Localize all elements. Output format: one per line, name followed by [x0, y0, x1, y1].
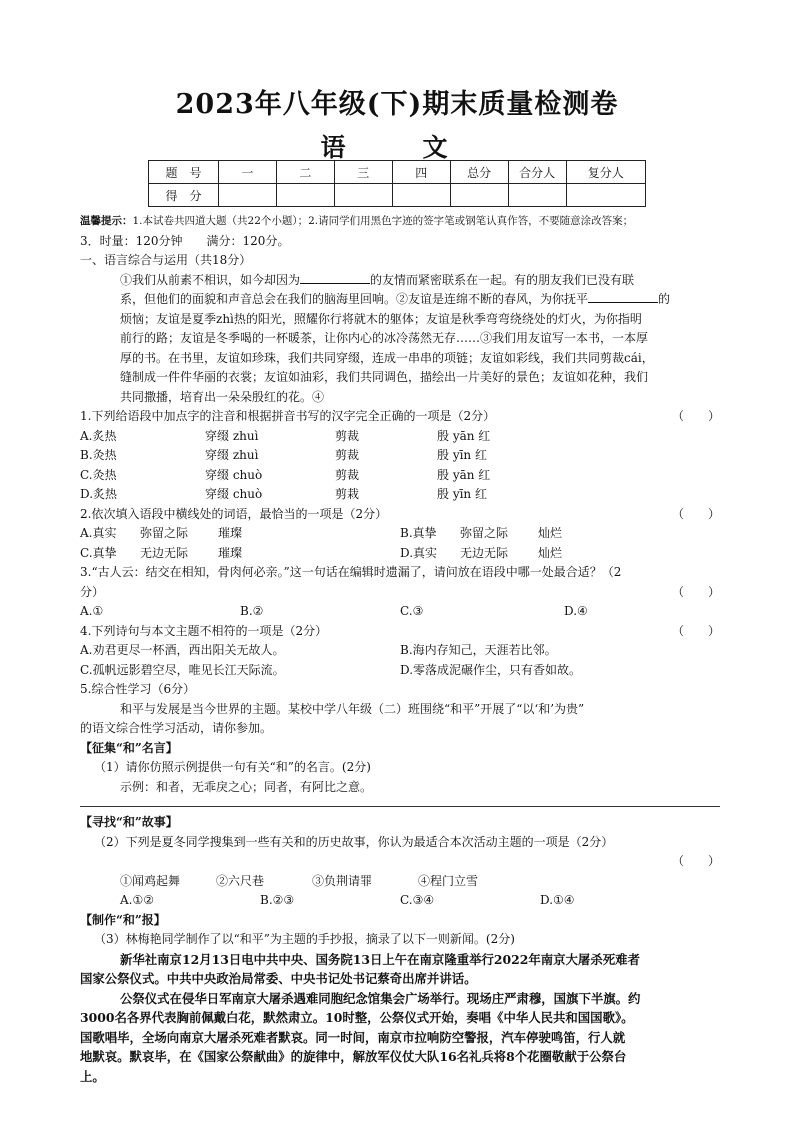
q5-option-b[interactable]: B.②③ [260, 893, 295, 907]
question-4-stem [80, 622, 720, 642]
q2-option-b[interactable]: B.真挚 [400, 526, 437, 540]
answer-blank-1[interactable] [300, 271, 370, 284]
option-text: 殷 yīn 红 [437, 448, 487, 462]
q5-part-1: （1）请你仿照示例提供一句有关“和”的名言。(2分) [94, 760, 371, 774]
q1-option-b[interactable] [80, 446, 720, 466]
story-item: ③负荆请罪 [312, 873, 373, 888]
question-text: 1.下列给语段中加点字的注音和根据拼音书写的汉字完全正确的一项是（2分） [80, 409, 496, 423]
question-text: 分） [80, 584, 105, 599]
score-cell[interactable] [218, 184, 276, 207]
option-text: B.灸热 [80, 448, 117, 462]
q2-options-row-2 [80, 544, 720, 564]
passage-line: 缝制成一件件华丽的衣裳；友谊如油彩，我们共同调色，描绘出一片美好的景色；友谊如花种，我们 [120, 370, 649, 384]
passage-text: 的友情而紧密联系在一起。有的朋友我们已没有联 [370, 272, 635, 287]
q4-option-a[interactable]: A.劝君更尽一杯酒，西出阳关无故人。 [80, 643, 285, 657]
answer-paren[interactable]: （ ） [671, 854, 720, 868]
passage-text: 系，但他们的面貌和声音总会在我们的脑海里回响。②友谊是连绵不断的春风，为你抚平 [120, 292, 589, 306]
q1-option-c[interactable] [80, 466, 720, 486]
score-header-cell: 题 号 [149, 161, 219, 184]
score-header-cell: 一 [218, 161, 276, 184]
news-line: 国歌唱毕，全场向南京大屠杀死难者默哀。同一时间，南京市拉响防空警报，汽车停驶鸣笛，行人就 [80, 1029, 626, 1045]
option-text: 灿烂 [538, 526, 563, 540]
question-1-stem [80, 407, 720, 427]
question-5-stem: 5.综合性学习（6分） [80, 682, 196, 696]
q5-intro-2: 的语文综合性学习活动，请你参加。 [80, 721, 273, 735]
q5-option-c[interactable]: C.③④ [400, 893, 435, 907]
score-cell[interactable] [276, 184, 334, 207]
score-header-cell: 总分 [450, 161, 508, 184]
news-line: 新华社南京12月13日电中共中央、国务院13日上午在南京隆重举行2022年南京大屠杀死难者 [120, 951, 640, 967]
score-cell[interactable] [508, 184, 566, 207]
option-text: 弥留之际 [460, 526, 509, 540]
option-text: 殷 yān 红 [437, 467, 491, 482]
passage-line: 厚的书。在书里，友谊如珍珠，我们共同穿缀，连成一串串的项链；友谊如彩线，我们共同剪裁cái， [120, 350, 654, 365]
section-one-heading: 一、语言综合与运用（共18分） [80, 253, 252, 267]
q5-part-2-paren-line [80, 852, 720, 872]
question-3-stem: 3.“古人云：结交在相知，骨肉何必亲。”这一句话在编辑时遗漏了，请问放在语段中哪一处最合适？（2 [80, 565, 622, 579]
tip-text: 1.本试卷共四道大题（共22个小题）；2.请同学们用黑色字迹的签字笔或钢笔认真作答，不要随意涂改答案； [132, 215, 634, 227]
passage-line [80, 271, 720, 291]
q5-part-2: （2）下列是夏冬同学搜集到一些有关和的历史故事，你认为最适合本次活动主题的一项是（2分） [94, 834, 614, 849]
q3-option-a[interactable]: A.① [80, 604, 104, 618]
score-table-score-row [149, 184, 646, 207]
q4-option-c[interactable]: C.孤帆远影碧空尽，唯见长江天际流。 [80, 662, 285, 677]
score-header-cell: 二 [276, 161, 334, 184]
option-text: 剪裁 [335, 428, 360, 443]
tip-line-2: 3．时量：120分钟 满分：120分。 [80, 233, 290, 248]
q5-option-a[interactable]: A.①② [120, 893, 154, 907]
score-header-cell: 四 [392, 161, 450, 184]
q5-part-2-options [80, 891, 720, 911]
answer-blank-2[interactable] [588, 290, 658, 303]
option-text: A.炙热 [80, 428, 117, 443]
q5-intro: 和平与发展是当今世界的主题。某校中学八年级（二）班围绕“和平”开展了“以‘和’为贵” [120, 701, 585, 716]
subject-title: 语 文 [320, 133, 474, 162]
option-text: 穿缀 chuò [205, 487, 263, 501]
news-line: 上。 [80, 1068, 105, 1084]
story-item: ①闻鸡起舞 [120, 873, 181, 888]
question-text: 2.依次填入语段中横线处的词语，最恰当的一项是（2分） [80, 506, 388, 521]
option-text: 璀璨 [218, 526, 243, 540]
score-cell[interactable] [392, 184, 450, 207]
question-text: 4.下列诗句与本文主题不相符的一项是（2分） [80, 623, 328, 638]
q1-option-d[interactable] [80, 485, 720, 505]
q3-option-b[interactable]: B.② [240, 604, 264, 618]
q5-heading-2: 【寻找“和”故事】 [80, 815, 178, 829]
option-text: 穿缀 chuò [205, 467, 263, 482]
option-text: 灿烂 [538, 545, 563, 560]
news-line: 国家公祭仪式。中共中央政治局常委、中央书记处书记蔡奇出席并讲话。 [80, 971, 477, 986]
q2-option-a[interactable]: A.真实 [80, 526, 117, 540]
q5-part-2-items [80, 872, 720, 892]
passage-text: ①我们从前素不相识，如今却因为 [120, 272, 301, 287]
option-text: 穿缀 zhuì [205, 428, 259, 443]
q2-option-d[interactable]: D.真实 [400, 545, 438, 560]
score-header-cell: 三 [334, 161, 392, 184]
option-text: 璀璨 [218, 545, 243, 560]
option-text: 无边无际 [140, 545, 189, 560]
q5-part-3: （3）林梅艳同学制作了以“和平”为主题的手抄报，摘录了以下一则新闻。(2分) [94, 932, 515, 946]
passage-line: 前行的路；友谊是冬季喝的一杯暖茶，让你内心的冰冷荡然无存……③我们用友谊写一本书，一本厚 [120, 331, 649, 345]
score-cell[interactable] [450, 184, 508, 207]
answer-paren[interactable]: （ ） [671, 506, 720, 521]
q4-option-b[interactable]: B.海内存知己，天涯若比邻。 [400, 643, 557, 657]
q4-options-row-2 [80, 661, 720, 681]
passage-line [80, 290, 720, 310]
news-line: 公祭仪式在侵华日军南京大屠杀遇难同胞纪念馆集会广场举行。现场庄严肃穆，国旗下半旗。约 [120, 990, 641, 1006]
tip-line [80, 212, 720, 232]
q2-option-c[interactable]: C.真挚 [80, 545, 117, 560]
tip-label: 温馨提示： [80, 215, 133, 227]
answer-paren[interactable]: （ ） [671, 584, 720, 599]
score-header-cell: 复分人 [566, 161, 645, 184]
passage-line: 共同撒播，培育出一朵朵殷红的花。④ [120, 389, 325, 404]
passage-text: 的 [658, 292, 671, 306]
question-3-stem-2 [80, 583, 720, 603]
q3-options [80, 602, 720, 622]
option-text: 殷 yān 红 [437, 428, 491, 443]
story-item: ④程门立雪 [418, 873, 479, 888]
option-text: 殷 yīn 红 [437, 487, 487, 501]
news-line: 地默哀。默哀毕，在《国家公祭献曲》的旋律中，解放军仪仗大队16名礼兵将8个花圈敬献于公祭台 [80, 1049, 627, 1064]
q2-options-row-1 [80, 524, 720, 544]
answer-paren[interactable]: （ ） [671, 409, 720, 423]
answer-line[interactable] [80, 797, 720, 807]
story-item: ②六尺巷 [216, 873, 265, 888]
score-table [148, 160, 646, 207]
q5-option-d[interactable]: D.①④ [540, 893, 575, 907]
news-excerpt [80, 950, 720, 1087]
passage-line: 烦恼；友谊是夏季zhì热的阳光，照耀你行将就木的躯体；友谊是秋季弯弯绕绕处的灯火，为你指明 [120, 311, 642, 326]
q5-part-1-example: 示例：和者，无乖戾之心；同者，有阿比之意。 [120, 779, 373, 794]
q1-option-a[interactable] [80, 427, 720, 447]
news-line: 3000名各界代表胸前佩戴白花，默然肃立。10时整，公祭仪式开始，奏唱《中华人民共和国国歌》。 [80, 1010, 634, 1025]
option-text: D.炙热 [80, 487, 118, 501]
exam-title: 2023年八年级(下)期末质量检测卷 [175, 89, 619, 120]
score-header-cell: 合分人 [508, 161, 566, 184]
exam-body [80, 212, 720, 1086]
option-text: 弥留之际 [140, 526, 189, 540]
score-row-label: 得 分 [149, 184, 219, 207]
option-text: 无边无际 [460, 545, 509, 560]
option-text: 剪裁 [335, 467, 360, 482]
option-text: 剪栽 [335, 487, 360, 501]
question-2-stem [80, 505, 720, 525]
score-cell[interactable] [334, 184, 392, 207]
score-table-header-row [149, 161, 646, 184]
q5-heading-3: 【制作“和”报】 [80, 912, 166, 927]
option-text: 剪裁 [335, 448, 360, 462]
q3-option-c[interactable]: C.③ [400, 604, 424, 618]
q4-options-row-1 [80, 641, 720, 661]
option-text: 穿缀 zhuì [205, 448, 259, 462]
q4-option-d[interactable]: D.零落成泥碾作尘，只有香如故。 [400, 662, 582, 677]
option-text: C.灸热 [80, 467, 117, 482]
q5-heading-1: 【征集“和”名言】 [80, 740, 178, 755]
answer-paren[interactable]: （ ） [671, 623, 720, 638]
score-cell[interactable] [566, 184, 645, 207]
q3-option-d[interactable]: D.④ [564, 604, 588, 618]
